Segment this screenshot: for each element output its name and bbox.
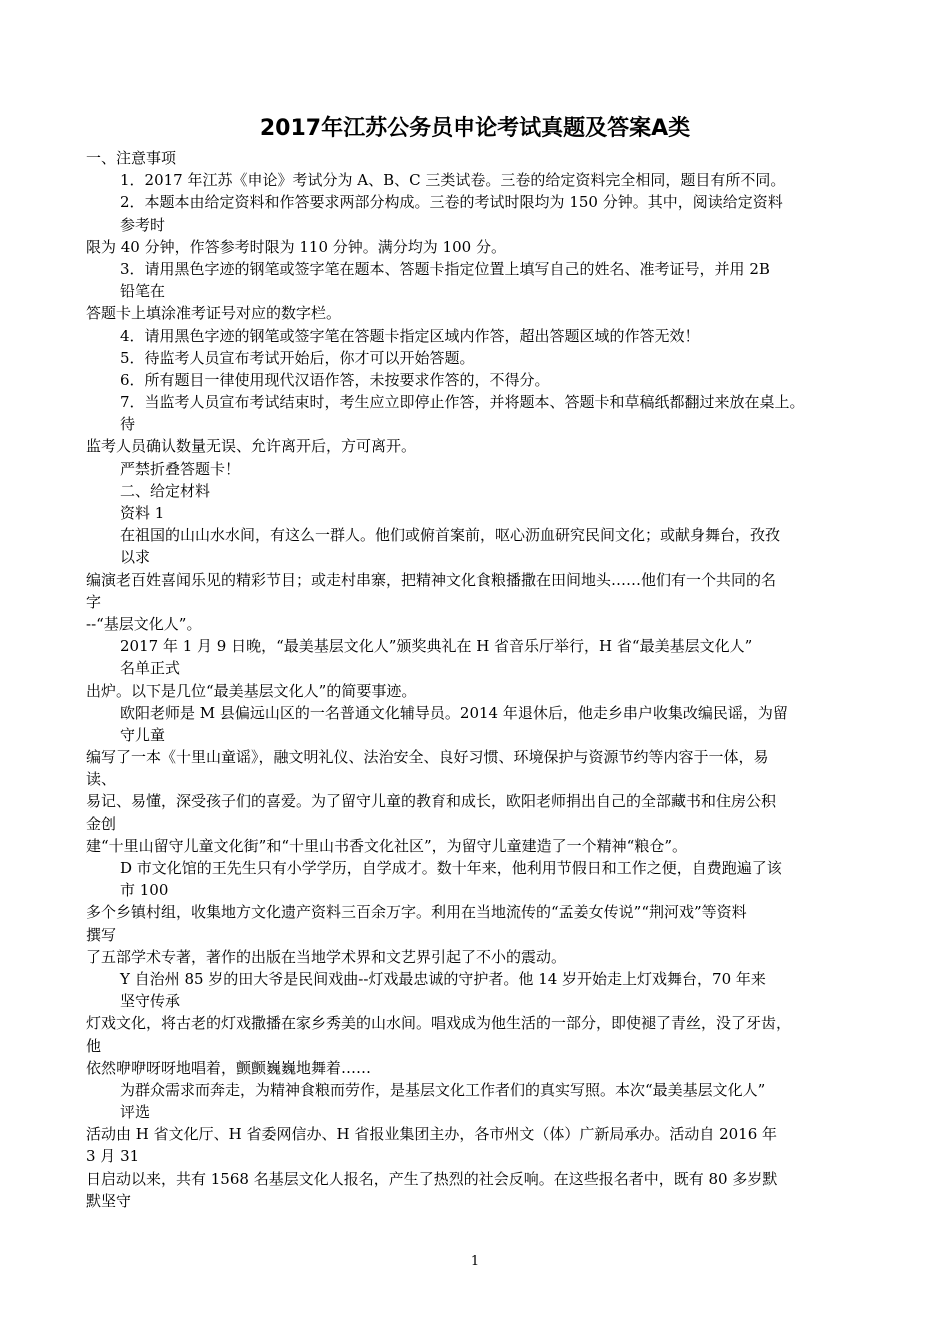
text-line: Y 自治州 85 岁的田大爷是民间戏曲--灯戏最忠诚的守护者。他 14 岁开始走上灯戏舞台，70 年来 [120,969,766,988]
text-line: 撰写 [86,925,117,944]
text-line: 金创 [86,814,117,833]
text-line: 读、 [86,770,117,789]
text-line: 守儿童 [120,725,166,744]
text-line: 3 月 31 [86,1147,140,1166]
text-line: 6．所有题目一律使用现代汉语作答，未按要求作答的，不得分。 [120,370,550,389]
text-line: 编写了一本《十里山童谣》，融文明礼仪、法治安全、良好习惯、环境保护与资源节约等内容于一体，易 [86,748,769,767]
text-line: 多个乡镇村组，收集地方文化遗产资料三百余万字。利用在当地流传的“孟姜女传说”“荆河戏”等资料 [86,903,747,922]
text-line: 评选 [120,1103,151,1122]
text-line: 4．请用黑色字迹的钢笔或签字笔在答题卡指定区域内作答，超出答题区域的作答无效！ [120,326,700,345]
text-line: 监考人员确认数量无误、允许离开后，方可离开。 [86,437,417,456]
text-line: 以求 [120,548,151,567]
document-body [86,147,866,1212]
text-line: 答题卡上填涂准考证号对应的数字栏。 [86,304,342,323]
text-line: 待 [120,415,136,434]
text-line: 二、给定材料 [120,481,211,500]
text-line: 日启动以来，共有 1568 名基层文化人报名，产生了热烈的社会反响。在这些报名者中，既有 80 多岁默 [86,1169,778,1188]
text-line: 1．2017 年江苏《申论》考试分为 A、B、C 三类试卷。三卷的给定资料完全相同，题目有所不同。 [120,171,786,190]
text-line: 出炉。以下是几位“最美基层文化人”的简要事迹。 [86,681,417,700]
text-line: 7．当监考人员宣布考试结束时，考生应立即停止作答，并将题本、答题卡和草稿纸都翻过来放在桌上。 [120,393,805,412]
text-line: 默坚守 [86,1191,132,1210]
text-line: 资料 1 [120,504,165,522]
document-title: 2017年江苏公务员申论考试真题及答案A类 [259,116,691,141]
page-number: 1 [470,1254,480,1269]
text-line: D 市文化馆的王先生只有小学学历，自学成才。数十年来，他利用节假日和工作之便，自费跑遍了该 [120,859,782,877]
text-line: 易记、易懂，深受孩子们的喜爱。为了留守儿童的教育和成长，欧阳老师捐出自己的全部藏书和住房公积 [86,792,777,811]
text-line: 3．请用黑色字迹的钢笔或签字笔在题本、答题卡指定位置上填写自己的姓名、准考证号，并用 2B [120,259,770,278]
text-line: 2017 年 1 月 9 日晚，“最美基层文化人”颁奖典礼在 H 省音乐厅举行，H 省“最美基层文化人” [120,637,753,656]
text-line: 参考时 [120,215,166,234]
text-line: 活动由 H 省文化厅、H 省委网信办、H 省报业集团主办，各市州文（体）广新局承办。活动自 2016 年 [86,1125,778,1144]
text-line: 为群众需求而奔走，为精神食粮而劳作，是基层文化工作者们的真实写照。本次“最美基层文化人” [120,1080,766,1099]
text-line: 灯戏文化，将古老的灯戏撒播在家乡秀美的山水间。唱戏成为他生活的一部分，即使褪了青丝，没了牙齿， [86,1014,792,1033]
text-line: 5．待监考人员宣布考试开始后，你才可以开始答题。 [120,348,475,367]
text-line: 铅笔在 [120,282,166,301]
text-line: 坚守传承 [120,992,181,1011]
text-line: 限为 40 分钟，作答参考时限为 110 分钟。满分均为 100 分。 [86,237,506,256]
text-line: 欧阳老师是 M 县偏远山区的一名普通文化辅导员。2014 年退休后，他走乡串户收集改编民谣，为留 [120,703,788,722]
text-line: --“基层文化人”。 [86,614,202,633]
text-line: 他 [86,1036,102,1055]
text-line: 2．本题本由给定资料和作答要求两部分构成。三卷的考试时限均为 150 分钟。其中，阅读给定资料 [120,193,783,212]
text-line: 在祖国的山山水水间，有这么一群人。他们或俯首案前，呕心沥血研究民间文化；或献身舞台，孜孜 [120,526,781,545]
text-line: 市 100 [120,881,169,900]
text-line: 了五部学术专著，著作的出版在当地学术界和文艺界引起了不小的震动。 [86,947,567,966]
text-line: 一、注意事项 [86,149,177,167]
text-line: 严禁折叠答题卡！ [120,459,241,478]
text-line: 建“十里山留守儿童文化街”和“十里山书香文化社区”，为留守儿童建造了一个精神“粮仓”。 [86,836,688,855]
text-line: 编演老百姓喜闻乐见的精彩节目；或走村串寨，把精神文化食粮播撒在田间地头……他们有一个共同的名 [86,570,777,589]
text-line: 依然咿咿呀呀地唱着，颤颤巍巍地舞着…… [86,1058,372,1077]
text-line: 字 [86,592,102,611]
text-line: 名单正式 [120,659,181,678]
